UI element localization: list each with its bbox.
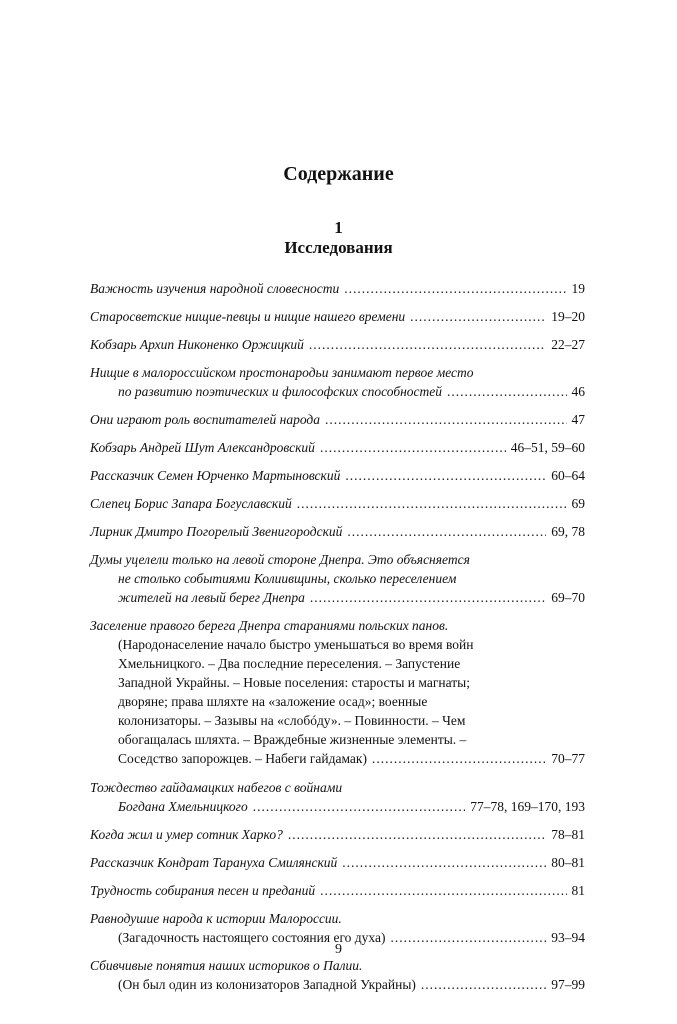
toc-entry-title: Тождество гайдамацких набегов с войнами xyxy=(90,780,343,795)
toc-entry-pages: 80–81 xyxy=(551,855,585,870)
dot-leader xyxy=(320,438,506,457)
dot-leader xyxy=(253,797,466,816)
toc-entry xyxy=(90,494,585,513)
toc-entry-title: Думы уцелели только на левой стороне Днепра. Это объясняется xyxy=(90,552,470,567)
toc-entry xyxy=(90,335,585,354)
dot-leader xyxy=(325,410,567,429)
toc-entry-note: дворяне; права шляхте на «заложение осад»; военные xyxy=(118,694,428,709)
toc-entry-note: колонизаторы. – Зазывы на «слобóду». – Повинности. – Чем xyxy=(118,713,466,728)
toc-entry-pages: 47 xyxy=(571,412,585,427)
toc-entry-title: Кобзарь Архип Никоненко Оржицкий xyxy=(90,337,304,352)
toc-entry xyxy=(90,881,585,900)
toc-entry-title: Старосветские нищие-певцы и нищие нашего времени xyxy=(90,309,406,324)
toc-entry-pages: 22–27 xyxy=(551,337,585,352)
toc-entry-pages: 60–64 xyxy=(551,468,585,483)
toc-entry-note: (Народонаселение начало быстро уменьшаться во время войн xyxy=(118,637,474,652)
dot-leader xyxy=(288,825,546,844)
dot-leader xyxy=(309,335,546,354)
dot-leader xyxy=(347,522,546,541)
toc-entry-title: Сбивчивые понятия наших историков о Палии. xyxy=(90,958,363,973)
toc-entry xyxy=(90,438,585,457)
toc-entry-pages: 46–51, 59–60 xyxy=(510,440,585,455)
toc-entry-note: Западной Украйны. – Новые поселения: старосты и магнаты; xyxy=(118,675,470,690)
dot-leader xyxy=(297,494,567,513)
toc-entry-title: Трудность собирания песен и преданий xyxy=(90,883,316,898)
toc-entry-title: Важность изучения народной словесности xyxy=(90,281,340,296)
toc-entry-note: (Загадочность настоящего состояния его духа) xyxy=(118,930,386,945)
toc-entry-title: Лирник Дмитро Погорелый Звенигородский xyxy=(90,524,343,539)
toc-entry-note: Соседство запорожцев. – Набеги гайдамак) xyxy=(118,751,367,766)
toc-entry-title: Кобзарь Андрей Шут Александровский xyxy=(90,440,315,455)
section-number: 1 xyxy=(334,218,343,237)
toc-entry-title: Рассказчик Семен Юрченко Мартыновский xyxy=(90,468,341,483)
dot-leader xyxy=(345,466,546,485)
dot-leader xyxy=(410,307,546,326)
toc-entry xyxy=(90,778,585,816)
page-number: 9 xyxy=(335,942,342,957)
toc-entry xyxy=(90,466,585,485)
toc-entry-pages: 93–94 xyxy=(551,930,585,945)
toc-entry xyxy=(90,956,585,994)
toc-entry xyxy=(90,825,585,844)
toc-entry-pages: 69 xyxy=(571,496,585,511)
toc-entry xyxy=(90,410,585,429)
toc-entry-pages: 19 xyxy=(571,281,585,296)
toc-entry-pages: 97–99 xyxy=(551,977,585,992)
toc-entry-title: не столько событиями Колиивщины, сколько переселением xyxy=(118,571,457,586)
toc-entry-title: Когда жил и умер сотник Харко? xyxy=(90,827,283,842)
toc-entry-title: Они играют роль воспитателей народа xyxy=(90,412,320,427)
toc-entry xyxy=(90,522,585,541)
toc-entry-title: по развитию поэтических и философских способностей xyxy=(118,384,443,399)
toc-entry xyxy=(90,853,585,872)
toc-entry-title: Рассказчик Кондрат Тарануха Смилянский xyxy=(90,855,338,870)
toc-entry-pages: 69, 78 xyxy=(551,524,585,539)
toc-entry-title: Нищие в малороссийском простонародьи занимают первое место xyxy=(90,365,474,380)
toc-entry-note: Хмельницкого. – Два последние переселения. – Запустение xyxy=(118,656,461,671)
toc-entry-pages: 19–20 xyxy=(551,309,585,324)
dot-leader xyxy=(342,853,546,872)
toc-entry xyxy=(90,550,585,607)
table-of-contents xyxy=(90,270,585,994)
toc-entry xyxy=(90,279,585,298)
section-title: Исследования xyxy=(284,238,393,257)
toc-entry-pages: 78–81 xyxy=(551,827,585,842)
toc-entry-pages: 81 xyxy=(571,883,585,898)
toc-entry-note: (Он был один из колонизаторов Западной Украйны) xyxy=(118,977,416,992)
toc-entry-title: жителей на левый берег Днепра xyxy=(118,590,305,605)
toc-entry-pages: 69–70 xyxy=(551,590,585,605)
toc-entry-title: Богдана Хмельницкого xyxy=(118,799,248,814)
toc-entry-pages: 70–77 xyxy=(551,751,585,766)
toc-entry-note: обогащалась шляхта. – Враждебные жизненные элементы. – xyxy=(118,732,467,747)
toc-entry xyxy=(90,363,585,401)
toc-entry-pages: 77–78, 169–170, 193 xyxy=(470,799,585,814)
dot-leader xyxy=(421,975,546,994)
dot-leader xyxy=(310,588,546,607)
page-title: Содержание xyxy=(283,163,394,185)
dot-leader xyxy=(320,881,566,900)
toc-entry-title: Слепец Борис Запара Богуславский xyxy=(90,496,292,511)
toc-entry xyxy=(90,307,585,326)
dot-leader xyxy=(344,279,566,298)
dot-leader xyxy=(372,749,546,768)
dot-leader xyxy=(447,382,566,401)
toc-entry-title: Заселение правого берега Днепра стараниями польских панов. xyxy=(90,618,449,633)
toc-entry-title: Равнодушие народа к истории Малороссии. xyxy=(90,911,342,926)
toc-entry-pages: 46 xyxy=(571,384,585,399)
toc-entry xyxy=(90,616,585,768)
